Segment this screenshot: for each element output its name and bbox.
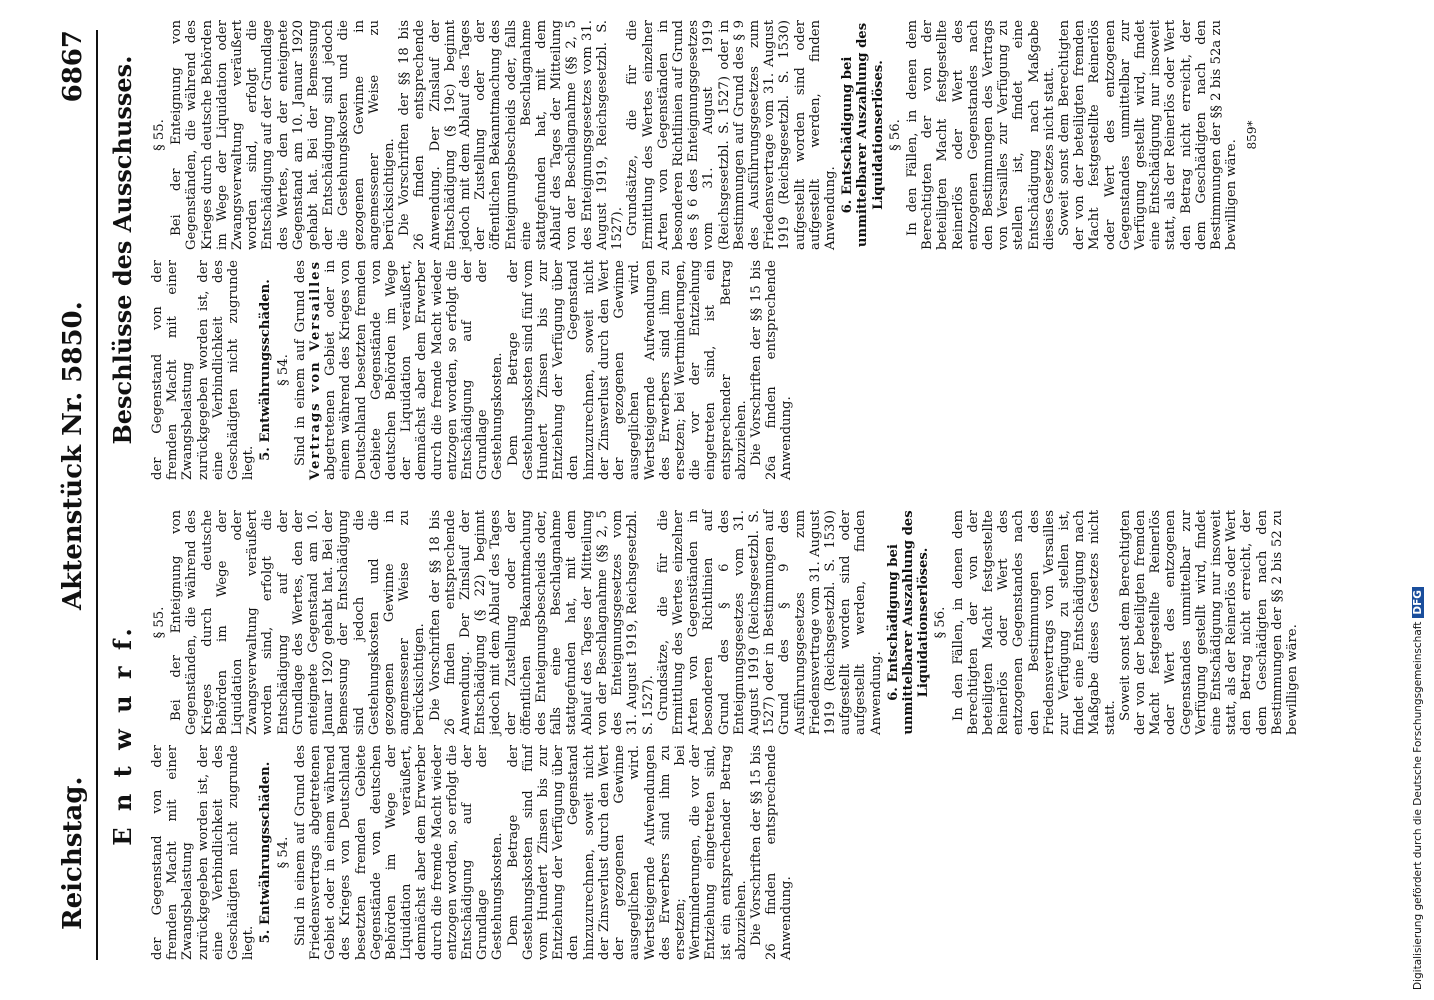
beschluesse-column-1 [150, 260, 795, 480]
entwurf-p0: der Gegenstand von der fremden Macht mit einer Zwangsbelastung zurückgegeben worden ist, der eine Verbindlichkeit des Geschädigten nicht zugrunde liegt. [150, 745, 257, 960]
beschluss-54-p1-a: Sind in einem auf Grund des [292, 260, 308, 466]
header-aktenstueck: Aktenstück Nr. 5850. [58, 301, 88, 610]
entwurf-54-p3: Die Vorschriften der §§ 15 bis 26 finden entsprechende Anwendung. [748, 745, 795, 960]
paragraph-56-b: § 56. [887, 119, 903, 151]
beschluss-56-p2: Soweit sonst dem Berechtigten der von der beteiligten fremden Macht festgestellte Reinerlös oder Wert des entzogenen Gegenstandes unmittelbar zur Verfügung gestellt wird, findet eine Entschädigung nur insoweit statt, als der Reinerlös oder Wert den Betrag nicht erreicht, der dem Geschädigten nach den Bestimmungen der §§ 2 bis 52a zu bewilligen wäre. [1056, 20, 1240, 250]
entwurf-54-p2: Dem Betrage der Gestehungskosten sind fünf vom Hundert Zinsen bis zur Entziehung der Verfügung über den Gegenstand hinzuzurechnen, soweit nicht der Zinsverlust durch den Wert der gezogenen Gewinne ausgeglichen wird. Wertsteigernde Aufwendungen des Erwerbers sind ihm zu ersetzen; bei Wertminderungen, die vor der Entziehung eingetreten sind, ist ein entsprechender Betrag abzuziehen. [505, 745, 749, 960]
beschluss-56-p1: In den Fällen, in denen dem Berechtigten der von der beteiligten Macht festgestellte Reinerlös oder Wert des entzogenen Gegenstandes nach den Bestimmungen des Vertrags von Versailles zur Verfügung zu stellen ist, findet eine Entschädigung nach Maßgabe dieses Gesetzes nicht statt. [904, 20, 1057, 250]
page-number: 6867 [58, 30, 88, 103]
beschluss-54-p1 [293, 260, 506, 480]
paragraph-54: § 54. [275, 836, 291, 869]
beschluss-54-p1-c: abgetretenen Gebiet oder in einem während des Krieges von Deutschland besetzten fremden Gebiete Gegenstände von deutschen Behörden im Wege der Liquidation veräußert, demnächst aber dem Erwerber durch die fremde Macht wieder entzogen worden, so erfolgt die Entschädigung auf der Grundlage der Gestehungskosten. [323, 260, 506, 480]
entwurf-column-2 [150, 510, 1301, 735]
left-heading: E n t w u r f. [108, 624, 137, 846]
beschluss-55-p1: Bei der Enteignung von Gegenständen, die während des Krieges durch deutsche Behörden im Wege der Liquidation oder Zwangsverwaltung veräußert worden sind, erfolgt die Entschädigung auf der Grundlage des Wertes, den der enteignete Gegenstand am 10. Januar 1920 gehabt hat. Bei der Bemessung der Entschädigung sind jedoch die Gestehungskosten und die gezogenen Gewinne in angemessener Weise zu berücksichtigen. [169, 20, 398, 250]
entwurf-55-p1: Bei der Enteignung von Gegenständen, die während des Krieges durch deutsche Behörden im Wege der Liquidation oder Zwangsverwaltung veräußert worden sind, erfolgt die Entschädigung auf der Grundlage des Wertes, den der enteignete Gegenstand am 10. Januar 1920 gehabt hat. Bei der Bemessung der Entschädigung sind jedoch die Gestehungskosten und die gezogenen Gewinne in angemessener Weise zu berücksichtigen. [169, 510, 428, 735]
vertrag-von-versailles-emphasis: Vertrags von Versailles [308, 260, 324, 480]
page-header [58, 30, 98, 960]
entwurf-55-p2: Die Vorschriften der §§ 18 bis 26 finden entsprechende Anwendung. Der Zinslauf der Entschädigung (§ 22) beginnt jedoch mit dem Ablauf des Tages der Zustellung oder der öffentlichen Bekanntmachung des Enteignungsbescheids oder, falls eine Beschlagnahme stattgefunden hat, mit dem Ablauf des Tages der Mitteilung von der Beschlagnahme (§§ 2, 5 des Enteignungsgesetzes vom 31. August 1919, Reichsgesetzbl. S. 1527). [427, 510, 656, 735]
entwurf-column-1 [150, 745, 795, 960]
paragraph-55: § 55. [152, 606, 167, 639]
beschluss-54-p3: Die Vorschriften der §§ 15 bis 26a finden entsprechende Anwendung. [748, 260, 795, 480]
dfg-note-text: Digitalisierung gefördert durch die Deutsche Forschungsgemeinschaft [1412, 621, 1424, 990]
section-6-title: 6. Entschädigung bei unmittelbarer Auszahlung des Liquidationserlöses. [885, 510, 932, 735]
beschluss-54-p2: Dem Betrage der Gestehungskosten sind fünf vom Hundert Zinsen bis zur Entziehung der Verfügung über den Gegenstand hinzuzurechnen, soweit nicht der Zinsverlust durch den Wert der gezogenen Gewinne ausgeglichen wird. Wertsteigernde Aufwendungen des Erwerbers sind ihm zu ersetzen; bei Wertminderungen, die vor der Entziehung eingetreten sind, ist ein entsprechender Betrag abzuziehen. [505, 260, 749, 480]
beschluss-55-p2: Die Vorschriften der §§ 18 bis 26 finden entsprechende Anwendung. Der Zinslauf der Entschädigung (§ 19c) beginnt jedoch mit dem Ablauf des Tages der Zustellung oder der öffentlichen Bekanntmachung des Enteignungsbescheids oder, falls eine Beschlagnahme stattgefunden hat, mit dem Ablauf des Tages der Mitteilung von der Beschlagnahme (§§ 2, 5 des Enteignungsgesetzes vom 31. August 1919, Reichsgesetzbl. S. 1527). [397, 20, 626, 250]
header-rule [96, 30, 98, 960]
section-5-title: 5. Entwährungsschäden. [258, 761, 274, 944]
beschluesse-column-2 [150, 20, 1260, 250]
signature-mark: 859* [1245, 120, 1260, 150]
beschluss-55-p3: Grundsätze, die für die Ermittlung des Wertes einzelner Arten von Gegenständen in besonderen Richtlinien auf Grund des § 6 des Enteignungsgesetzes vom 31. August 1919 (Reichsgesetzbl. S. 1527) oder in Bestimmungen auf Grund des § 9 des Ausführungsgesetzes zum Friedensvertrage vom 31. August 1919 (Reichsgesetzbl. S. 1530) aufgestellt worden sind oder aufgestellt werden, finden Anwendung. [625, 20, 838, 250]
entwurf-56-p2: Soweit sonst dem Berechtigten der von der beteiligten fremden Macht festgestellte Reinerlös oder Wert des entzogenen Gegenstandes unmittelbar zur Verfügung gestellt wird, findet eine Entschädigung nur insoweit statt, als der Reinerlös oder Wert den Betrag nicht erreicht, der dem Geschädigten nach den Bestimmungen der §§ 2 bis 52 zu bewilligen wäre. [1117, 510, 1301, 735]
paragraph-56: § 56. [933, 606, 949, 639]
entwurf-56-p1: In den Fällen, in denen dem Berechtigten der von der beteiligten Macht festgestellte Reinerlös oder Wert des entzogenen Gegenstandes nach den Bestimmungen des Friedensvertrags von Versailles zur Verfügung zu stellen ist, findet eine Entschädigung nach Maßgabe dieses Gesetzes nicht statt. [950, 510, 1118, 735]
section-6-title-b: 6. Entschädigung bei unmittelbarer Auszahlung des Liquidationserlöses. [840, 22, 886, 248]
dfg-side-note [1412, 10, 1428, 990]
dfg-logo: DFG [1412, 587, 1424, 618]
paragraph-55-b: § 55. [152, 119, 167, 151]
header-reichstag: Reichstag. [58, 776, 88, 930]
paragraph-54-b: § 54. [275, 354, 291, 386]
section-5-title-b: 5. Entwährungsschäden. [258, 279, 274, 461]
entwurf-54-p1: Sind in einem auf Grund des Friedensvertrags abgetretenen Gebiet oder in einem während des Krieges von Deutschland besetzten fremden Gebiete Gegenstände von deutschen Behörden im Wege der Liquidation veräußert, demnächst aber dem Erwerber durch die fremde Macht wieder entzogen worden, so erfolgt die Entschädigung auf der Grundlage der Gestehungskosten. [292, 745, 506, 960]
right-heading: Beschlüsse des Ausschusses. [108, 55, 137, 445]
beschluss-p0: der Gegenstand von der fremden Macht mit einer Zwangsbelastung zurückgegeben worden ist, der eine Verbindlichkeit des Geschädigten nicht zugrunde liegt. [150, 260, 257, 480]
entwurf-55-p3: Grundsätze, die für die Ermittlung des Wertes einzelner Arten von Gegenständen in besonderen Richtlinien auf Grund des § 6 des Enteignungsgesetzes vom 31. August 1919 (Reichsgesetzbl. S. 1527) oder in Bestimmungen auf Grund des § 9 des Ausführungsgesetzes zum Friedensvertrage vom 31. August 1919 (Reichsgesetzbl. S. 1530) aufgestellt worden sind oder aufgestellt werden, finden Anwendung. [655, 510, 884, 735]
